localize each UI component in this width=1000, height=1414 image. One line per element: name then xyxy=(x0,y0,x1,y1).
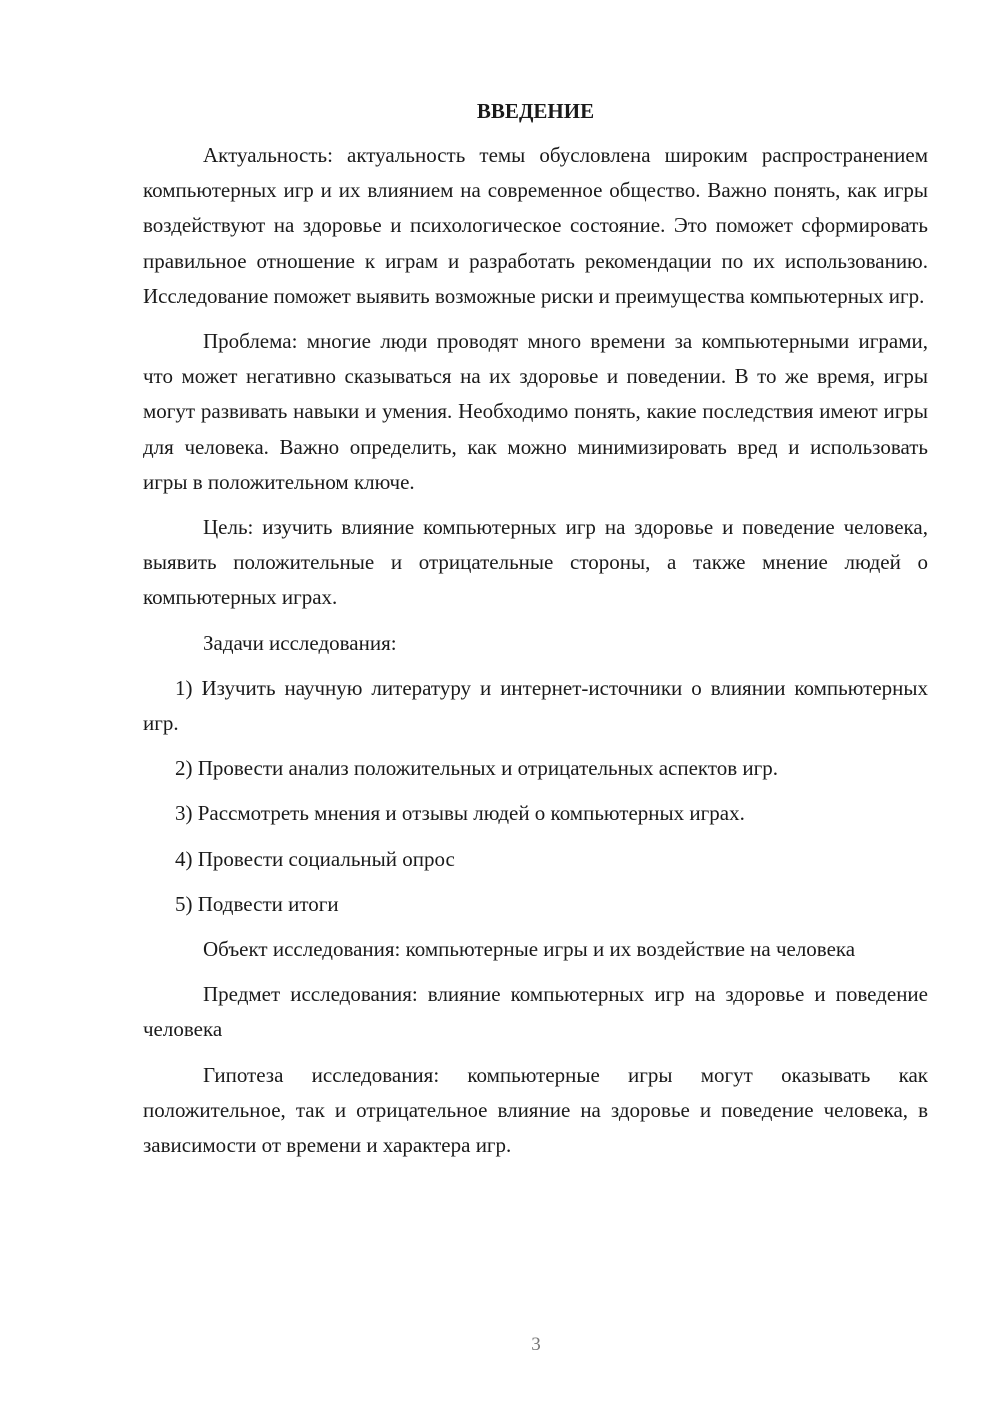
tasks-heading: Задачи исследования: xyxy=(203,630,397,655)
page-title: ВВЕДЕНИЕ xyxy=(476,99,595,123)
task-item-1: 1) Изучить научную литературу и интернет-источники о влиянии компьютерных игр. xyxy=(143,675,928,736)
hypothesis-paragraph: Гипотеза исследования: компьютерные игры могут оказывать как положительное, так и отрицательное влияние на здоровье и поведение человека, в зависимости от времени и характера игр. xyxy=(143,1062,928,1158)
task-item-5: 5) Подвести итоги xyxy=(175,891,339,916)
goal-paragraph: Цель: изучить влияние компьютерных игр на здоровье и поведение человека, выявить положительные и отрицательные стороны, а также мнение людей о компьютерных играх. xyxy=(143,515,928,610)
document-page xyxy=(143,92,928,1173)
page-number: 3 xyxy=(531,1334,541,1355)
problem-paragraph: Проблема: многие люди проводят много времени за компьютерными играми, что может негативно сказываться на их здоровье и поведении. В то же время, игры могут развивать навыки и умения. Необходимо понять, какие последствия имеют игры для человека. Важно определить, как можно минимизировать вред и использовать игры в положительном ключе. xyxy=(143,329,928,494)
subject-paragraph: Предмет исследования: влияние компьютерных игр на здоровье и поведение человека xyxy=(143,982,928,1042)
task-item-2: 2) Провести анализ положительных и отрицательных аспектов игр. xyxy=(175,756,779,781)
task-item-4: 4) Провести социальный опрос xyxy=(175,846,455,871)
object-paragraph: Объект исследования: компьютерные игры и их воздействие на человека xyxy=(203,937,856,962)
relevance-paragraph: Актуальность: актуальность темы обусловлена широким распространением компьютерных игр и их влиянием на современное общество. Важно понять, как игры воздействуют на здоровье и психологическое состояние. Это поможет сформировать правильное отношение к играм и разработать рекомендации по их использованию. Исследование поможет выявить возможные риски и преимущества компьютерных игр. xyxy=(143,143,928,308)
task-item-3: 3) Рассмотреть мнения и отзывы людей о компьютерных играх. xyxy=(175,801,745,826)
